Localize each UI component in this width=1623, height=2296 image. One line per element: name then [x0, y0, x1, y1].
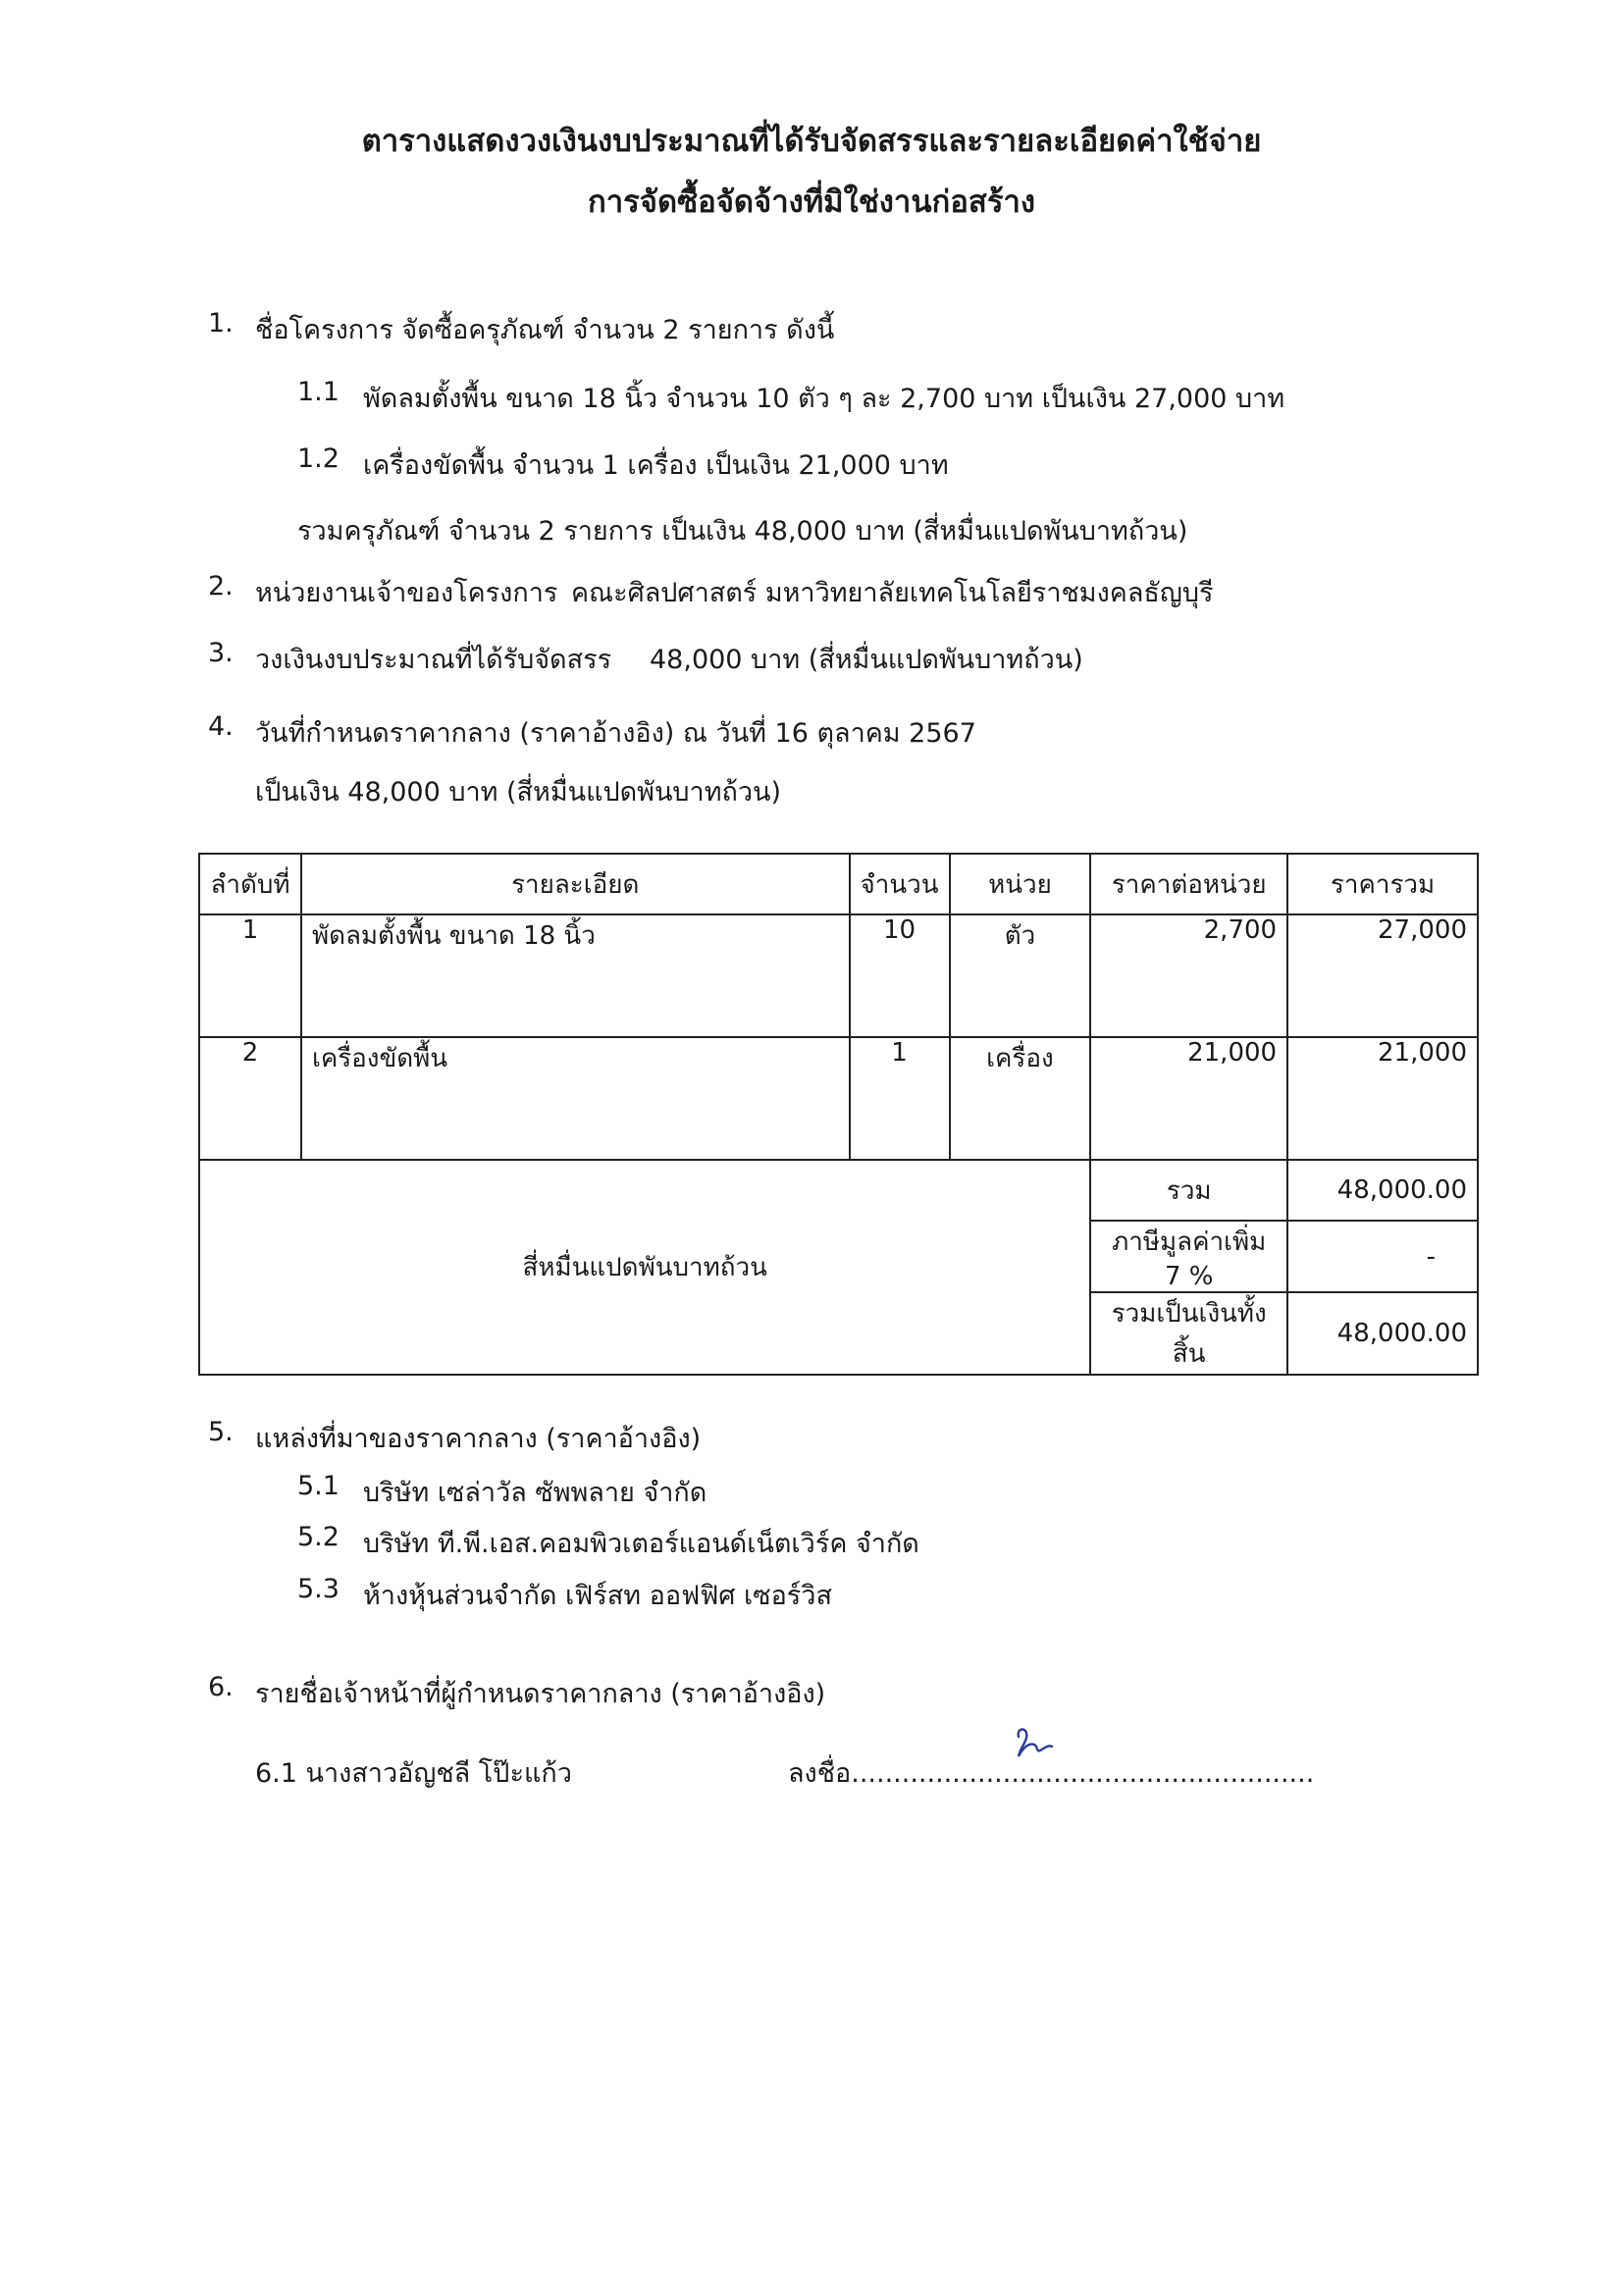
cell-unit-price: 2,700 [1090, 914, 1287, 1037]
handwritten-signature [1009, 1723, 1064, 1762]
section1-item2-text: เครื่องขัดพื้น จำนวน 1 เครื่อง เป็นเงิน 21,000 บาท [363, 450, 949, 481]
section3-value: 48,000 บาท (สี่หมื่นแปดพันบาทถ้วน) [650, 645, 1083, 675]
subtotal-label: รวม [1090, 1160, 1287, 1221]
header-unit-price: ราคาต่อหน่วย [1090, 854, 1287, 914]
section6-text: รายชื่อเจ้าหน้าที่ผู้กำหนดราคากลาง (ราคาอ้างอิง) [255, 1679, 826, 1709]
section1-number: 1. [208, 308, 234, 339]
signature-line: ลงชื่อ....................................................... [788, 1758, 1315, 1789]
section4-line1: วันที่กำหนดราคากลาง (ราคาอ้างอิง) ณ วันที่ 16 ตุลาคม 2567 [255, 718, 976, 749]
subtotal-value: 48,000.00 [1287, 1160, 1478, 1221]
section6-number: 6. [208, 1672, 234, 1702]
section1-item1-number: 1.1 [297, 377, 340, 407]
cell-qty: 10 [850, 914, 950, 1037]
grand-total-label: รวมเป็นเงินทั้งสิ้น [1090, 1292, 1287, 1375]
section2-number: 2. [208, 571, 234, 601]
grand-total-value: 48,000.00 [1287, 1292, 1478, 1375]
section3-label: วงเงินงบประมาณที่ได้รับจัดสรร [255, 645, 612, 675]
header-unit: หน่วย [950, 854, 1091, 914]
section1-summary: รวมครุภัณฑ์ จำนวน 2 รายการ เป็นเงิน 48,000 บาท (สี่หมื่นแปดพันบาทถ้วน) [297, 516, 1188, 547]
section5-item3-text: ห้างหุ้นส่วนจำกัด เฟิร์สท ออฟฟิศ เซอร์วิส [363, 1581, 832, 1611]
header-no: ลำดับที่ [199, 854, 301, 914]
cell-unit: เครื่อง [950, 1037, 1091, 1160]
section1-text: ชื่อโครงการ จัดซื้อครุภัณฑ์ จำนวน 2 รายการ ดังนี้ [255, 315, 835, 345]
price-table [198, 853, 1479, 1376]
cell-total: 21,000 [1287, 1037, 1478, 1160]
amount-in-words: สี่หมื่นแปดพันบาทถ้วน [199, 1160, 1090, 1375]
section2-value: คณะศิลปศาสตร์ มหาวิทยาลัยเทคโนโลยีราชมงคลธัญบุรี [571, 578, 1214, 608]
header-total: ราคารวม [1287, 854, 1478, 914]
section4-number: 4. [208, 711, 234, 742]
section5-item1-number: 5.1 [297, 1471, 340, 1501]
cell-total: 27,000 [1287, 914, 1478, 1037]
cell-unit-price: 21,000 [1090, 1037, 1287, 1160]
section5-item2-number: 5.2 [297, 1522, 340, 1552]
document-title-line1: ตารางแสดงวงเงินงบประมาณที่ได้รับจัดสรรและรายละเอียดค่าใช้จ่าย [361, 124, 1262, 159]
table-row [199, 914, 1478, 1037]
table-header-row [199, 854, 1478, 914]
vat-value: - [1287, 1221, 1478, 1292]
header-detail: รายละเอียด [301, 854, 850, 914]
table-row [199, 1037, 1478, 1160]
cell-qty: 1 [850, 1037, 950, 1160]
section4-line2: เป็นเงิน 48,000 บาท (สี่หมื่นแปดพันบาทถ้วน) [255, 777, 782, 808]
document-title-line2: การจัดซื้อจัดจ้างที่มิใช่งานก่อสร้าง [587, 184, 1036, 220]
section5-text: แหล่งที่มาของราคากลาง (ราคาอ้างอิง) [255, 1424, 702, 1454]
section5-number: 5. [208, 1417, 234, 1447]
vat-label: ภาษีมูลค่าเพิ่ม 7 % [1090, 1221, 1287, 1292]
section1-item1-text: พัดลมตั้งพื้น ขนาด 18 นิ้ว จำนวน 10 ตัว ๆ ละ 2,700 บาท เป็นเงิน 27,000 บาท [363, 384, 1285, 414]
section2-label: หน่วยงานเจ้าของโครงการ [255, 578, 558, 608]
cell-no: 2 [199, 1037, 301, 1160]
section6-person-name: 6.1 นางสาวอัญชลี โป๊ะแก้ว [255, 1758, 572, 1789]
section5-item2-text: บริษัท ที.พี.เอส.คอมพิวเตอร์แอนด์เน็ตเวิร์ค จำกัด [363, 1529, 919, 1559]
section1-item2-number: 1.2 [297, 444, 340, 474]
cell-detail: เครื่องขัดพื้น [301, 1037, 850, 1160]
cell-detail: พัดลมตั้งพื้น ขนาด 18 นิ้ว [301, 914, 850, 1037]
section5-item3-number: 5.3 [297, 1574, 340, 1604]
subtotal-row [199, 1160, 1478, 1221]
cell-unit: ตัว [950, 914, 1091, 1037]
section5-item1-text: บริษัท เซล่าวัล ซัพพลาย จำกัด [363, 1478, 707, 1508]
section3-number: 3. [208, 638, 234, 668]
cell-no: 1 [199, 914, 301, 1037]
header-qty: จำนวน [850, 854, 950, 914]
